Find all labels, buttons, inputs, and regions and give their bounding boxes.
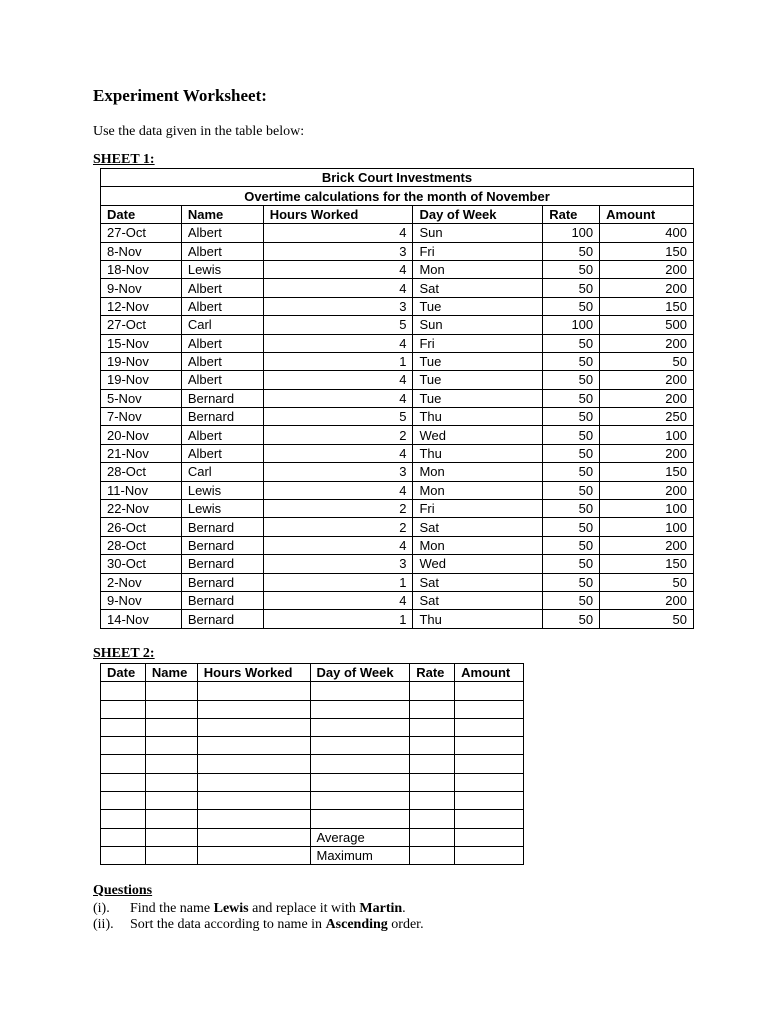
cell-date: 8-Nov: [101, 242, 182, 260]
table-header-row: [101, 205, 694, 223]
cell-amount: 200: [600, 481, 694, 499]
cell-hours: [197, 792, 310, 810]
cell-rate: 50: [543, 334, 600, 352]
page-title: Experiment Worksheet:: [93, 86, 267, 105]
cell-day: Mon: [413, 481, 543, 499]
cell-day: Mon: [413, 260, 543, 278]
cell-date: [101, 700, 146, 718]
cell-name: [145, 773, 197, 791]
cell-rate: [410, 700, 455, 718]
question-text: Sort the data according to name in: [130, 917, 326, 932]
cell-amount: [455, 810, 524, 828]
cell-date: 9-Nov: [101, 591, 182, 609]
table-banner-row: [101, 169, 694, 187]
cell-day: [310, 682, 410, 700]
cell-rate: [410, 682, 455, 700]
column-header-name: Name: [145, 664, 197, 682]
table-row: [101, 371, 694, 389]
question-text: order.: [387, 917, 424, 932]
cell-name: Albert: [181, 279, 263, 297]
cell-date: [101, 682, 146, 700]
cell-date: 27-Oct: [101, 316, 182, 334]
cell-rate: 50: [543, 591, 600, 609]
cell-name: [145, 846, 197, 864]
cell-hours: [197, 828, 310, 846]
maximum-label: Maximum: [310, 846, 410, 864]
cell-amount: 100: [600, 518, 694, 536]
cell-date: [101, 773, 146, 791]
cell-name: [145, 682, 197, 700]
cell-name: Albert: [181, 426, 263, 444]
cell-amount: 150: [600, 242, 694, 260]
cell-name: Albert: [181, 334, 263, 352]
sheet2-table: [100, 663, 524, 865]
column-header-amount: Amount: [455, 664, 524, 682]
cell-amount: 200: [600, 444, 694, 462]
cell-day: [310, 700, 410, 718]
cell-name: Albert: [181, 371, 263, 389]
cell-amount: 200: [600, 371, 694, 389]
cell-rate: [410, 810, 455, 828]
cell-hours: 1: [263, 610, 413, 628]
cell-amount: 50: [600, 352, 694, 370]
cell-hours: 1: [263, 573, 413, 591]
table-row: [101, 737, 524, 755]
cell-amount: 150: [600, 297, 694, 315]
cell-date: 15-Nov: [101, 334, 182, 352]
cell-amount: 200: [600, 334, 694, 352]
cell-rate: 50: [543, 260, 600, 278]
cell-date: 7-Nov: [101, 408, 182, 426]
cell-name: [145, 755, 197, 773]
cell-day: [310, 737, 410, 755]
cell-name: [145, 737, 197, 755]
table-row: [101, 426, 694, 444]
table-row: [101, 224, 694, 242]
cell-name: Albert: [181, 297, 263, 315]
cell-rate: 50: [543, 279, 600, 297]
cell-day: Mon: [413, 536, 543, 554]
cell-name: Albert: [181, 352, 263, 370]
cell-hours: 4: [263, 481, 413, 499]
cell-date: [101, 718, 146, 736]
cell-rate: 50: [543, 297, 600, 315]
table-row: [101, 555, 694, 573]
table-row: [101, 536, 694, 554]
cell-day: Sun: [413, 224, 543, 242]
cell-amount: 200: [600, 591, 694, 609]
cell-rate: [410, 792, 455, 810]
cell-amount: [455, 792, 524, 810]
cell-rate: 50: [543, 555, 600, 573]
cell-date: 27-Oct: [101, 224, 182, 242]
cell-name: Bernard: [181, 536, 263, 554]
table-row: [101, 773, 524, 791]
cell-hours: 3: [263, 555, 413, 573]
question-text: Find the name: [130, 901, 214, 916]
cell-amount: [455, 737, 524, 755]
intro-text: Use the data given in the table below:: [93, 124, 305, 139]
column-header-hours: Hours Worked: [263, 205, 413, 223]
cell-name: Albert: [181, 242, 263, 260]
table-row: [101, 242, 694, 260]
table-banner-row: [101, 187, 694, 205]
table-row: [101, 810, 524, 828]
cell-rate: 50: [543, 481, 600, 499]
cell-name: Lewis: [181, 481, 263, 499]
cell-rate: [410, 718, 455, 736]
cell-name: Bernard: [181, 591, 263, 609]
cell-hours: 3: [263, 297, 413, 315]
cell-day: [310, 718, 410, 736]
cell-date: [101, 737, 146, 755]
cell-day: Fri: [413, 334, 543, 352]
cell-amount: 50: [600, 573, 694, 591]
cell-rate: [410, 755, 455, 773]
cell-hours: 4: [263, 279, 413, 297]
cell-day: Fri: [413, 500, 543, 518]
cell-date: 19-Nov: [101, 371, 182, 389]
cell-day: Thu: [413, 444, 543, 462]
cell-name: Bernard: [181, 518, 263, 536]
cell-name: Bernard: [181, 610, 263, 628]
cell-date: 21-Nov: [101, 444, 182, 462]
table-row: [101, 700, 524, 718]
cell-day: Sat: [413, 518, 543, 536]
cell-name: Lewis: [181, 260, 263, 278]
cell-amount: 100: [600, 426, 694, 444]
cell-amount: 200: [600, 389, 694, 407]
cell-rate: 50: [543, 242, 600, 260]
table-row: [101, 481, 694, 499]
cell-amount: 150: [600, 463, 694, 481]
table-row: [101, 573, 694, 591]
sheet1-table: [100, 168, 694, 629]
cell-rate: [410, 828, 455, 846]
cell-hours: 4: [263, 389, 413, 407]
table-row: [101, 518, 694, 536]
cell-date: 2-Nov: [101, 573, 182, 591]
cell-amount: [455, 828, 524, 846]
cell-name: Carl: [181, 463, 263, 481]
cell-hours: [197, 846, 310, 864]
cell-hours: 2: [263, 426, 413, 444]
question-keyword: Martin: [359, 901, 403, 916]
cell-rate: 50: [543, 573, 600, 591]
cell-name: Albert: [181, 444, 263, 462]
cell-day: [310, 810, 410, 828]
cell-day: Thu: [413, 610, 543, 628]
cell-hours: 4: [263, 260, 413, 278]
cell-date: [101, 828, 146, 846]
cell-day: Sat: [413, 591, 543, 609]
table-row: [101, 316, 694, 334]
cell-rate: 100: [543, 316, 600, 334]
question-keyword: Lewis: [213, 901, 249, 916]
table-row: [101, 334, 694, 352]
cell-date: 14-Nov: [101, 610, 182, 628]
table-row: [101, 755, 524, 773]
column-header-day: Day of Week: [310, 664, 410, 682]
cell-hours: 4: [263, 371, 413, 389]
sheet1-label: SHEET 1:: [93, 152, 155, 167]
cell-date: 19-Nov: [101, 352, 182, 370]
cell-date: 12-Nov: [101, 297, 182, 315]
cell-rate: 50: [543, 352, 600, 370]
cell-hours: 4: [263, 444, 413, 462]
column-header-day: Day of Week: [413, 205, 543, 223]
cell-name: [145, 700, 197, 718]
cell-day: Sat: [413, 279, 543, 297]
question-keyword: Ascending: [325, 917, 388, 932]
cell-rate: 50: [543, 518, 600, 536]
table-row: [101, 279, 694, 297]
cell-day: Mon: [413, 463, 543, 481]
cell-hours: 1: [263, 352, 413, 370]
cell-day: Tue: [413, 297, 543, 315]
table-row: [101, 260, 694, 278]
cell-date: [101, 755, 146, 773]
cell-rate: 50: [543, 408, 600, 426]
cell-name: [145, 828, 197, 846]
question-1: [93, 901, 406, 917]
column-header-name: Name: [181, 205, 263, 223]
cell-name: Bernard: [181, 555, 263, 573]
table-row: [101, 682, 524, 700]
table-row: [101, 389, 694, 407]
sheet2-label: SHEET 2:: [93, 646, 155, 661]
cell-date: 20-Nov: [101, 426, 182, 444]
cell-day: [310, 773, 410, 791]
cell-hours: [197, 718, 310, 736]
cell-hours: 2: [263, 518, 413, 536]
question-number: (ii).: [93, 917, 114, 932]
cell-name: Bernard: [181, 573, 263, 591]
cell-hours: 4: [263, 224, 413, 242]
cell-day: Fri: [413, 242, 543, 260]
cell-hours: [197, 755, 310, 773]
cell-amount: 150: [600, 555, 694, 573]
cell-amount: [455, 773, 524, 791]
column-header-rate: Rate: [410, 664, 455, 682]
questions-heading: Questions: [93, 883, 153, 898]
table-row: [101, 846, 524, 864]
cell-name: [145, 792, 197, 810]
table-row: [101, 463, 694, 481]
cell-day: Wed: [413, 555, 543, 573]
cell-rate: 50: [543, 610, 600, 628]
cell-hours: 2: [263, 500, 413, 518]
column-header-date: Date: [101, 664, 146, 682]
cell-rate: [410, 773, 455, 791]
cell-date: [101, 792, 146, 810]
cell-date: 22-Nov: [101, 500, 182, 518]
cell-date: 11-Nov: [101, 481, 182, 499]
cell-hours: 4: [263, 536, 413, 554]
cell-rate: 100: [543, 224, 600, 242]
cell-name: [145, 718, 197, 736]
cell-rate: 50: [543, 500, 600, 518]
cell-date: 18-Nov: [101, 260, 182, 278]
cell-day: Tue: [413, 371, 543, 389]
cell-amount: 50: [600, 610, 694, 628]
cell-amount: [455, 718, 524, 736]
cell-amount: 100: [600, 500, 694, 518]
table-row: [101, 500, 694, 518]
cell-hours: 3: [263, 242, 413, 260]
cell-date: 26-Oct: [101, 518, 182, 536]
cell-rate: 50: [543, 371, 600, 389]
column-header-rate: Rate: [543, 205, 600, 223]
cell-day: Sun: [413, 316, 543, 334]
cell-hours: [197, 737, 310, 755]
cell-hours: [197, 810, 310, 828]
cell-hours: [197, 682, 310, 700]
question-2: [93, 917, 424, 933]
cell-rate: 50: [543, 463, 600, 481]
cell-rate: 50: [543, 444, 600, 462]
cell-date: 9-Nov: [101, 279, 182, 297]
column-header-date: Date: [101, 205, 182, 223]
cell-hours: 4: [263, 334, 413, 352]
cell-hours: 4: [263, 591, 413, 609]
cell-day: [310, 792, 410, 810]
question-number: (i).: [93, 901, 110, 916]
cell-name: Bernard: [181, 389, 263, 407]
company-name: Brick Court Investments: [101, 169, 694, 187]
cell-day: Tue: [413, 352, 543, 370]
cell-name: Albert: [181, 224, 263, 242]
table-row: [101, 297, 694, 315]
cell-day: [310, 755, 410, 773]
cell-name: [145, 810, 197, 828]
table-row: [101, 718, 524, 736]
cell-date: 28-Oct: [101, 536, 182, 554]
cell-amount: 200: [600, 260, 694, 278]
cell-amount: 200: [600, 279, 694, 297]
column-header-amount: Amount: [600, 205, 694, 223]
cell-day: Sat: [413, 573, 543, 591]
cell-name: Lewis: [181, 500, 263, 518]
cell-rate: 50: [543, 426, 600, 444]
table-row: [101, 408, 694, 426]
cell-rate: [410, 737, 455, 755]
cell-hours: [197, 773, 310, 791]
cell-hours: 5: [263, 408, 413, 426]
cell-name: Carl: [181, 316, 263, 334]
table-subtitle: Overtime calculations for the month of November: [101, 187, 694, 205]
cell-hours: [197, 700, 310, 718]
question-text: .: [402, 901, 406, 916]
cell-amount: 250: [600, 408, 694, 426]
table-row: [101, 792, 524, 810]
cell-rate: 50: [543, 389, 600, 407]
cell-hours: 3: [263, 463, 413, 481]
cell-date: [101, 810, 146, 828]
cell-amount: 500: [600, 316, 694, 334]
table-row: [101, 828, 524, 846]
cell-amount: 400: [600, 224, 694, 242]
cell-amount: [455, 846, 524, 864]
question-text: and replace it with: [248, 901, 360, 916]
average-label: Average: [310, 828, 410, 846]
cell-day: Tue: [413, 389, 543, 407]
cell-amount: [455, 682, 524, 700]
cell-name: Bernard: [181, 408, 263, 426]
cell-amount: [455, 755, 524, 773]
cell-date: 30-Oct: [101, 555, 182, 573]
cell-date: 28-Oct: [101, 463, 182, 481]
table-row: [101, 591, 694, 609]
table-header-row: [101, 664, 524, 682]
cell-amount: [455, 700, 524, 718]
cell-date: [101, 846, 146, 864]
cell-date: 5-Nov: [101, 389, 182, 407]
cell-rate: [410, 846, 455, 864]
table-row: [101, 444, 694, 462]
cell-hours: 5: [263, 316, 413, 334]
cell-day: Thu: [413, 408, 543, 426]
cell-day: Wed: [413, 426, 543, 444]
cell-amount: 200: [600, 536, 694, 554]
table-row: [101, 610, 694, 628]
cell-rate: 50: [543, 536, 600, 554]
table-row: [101, 352, 694, 370]
column-header-hours: Hours Worked: [197, 664, 310, 682]
